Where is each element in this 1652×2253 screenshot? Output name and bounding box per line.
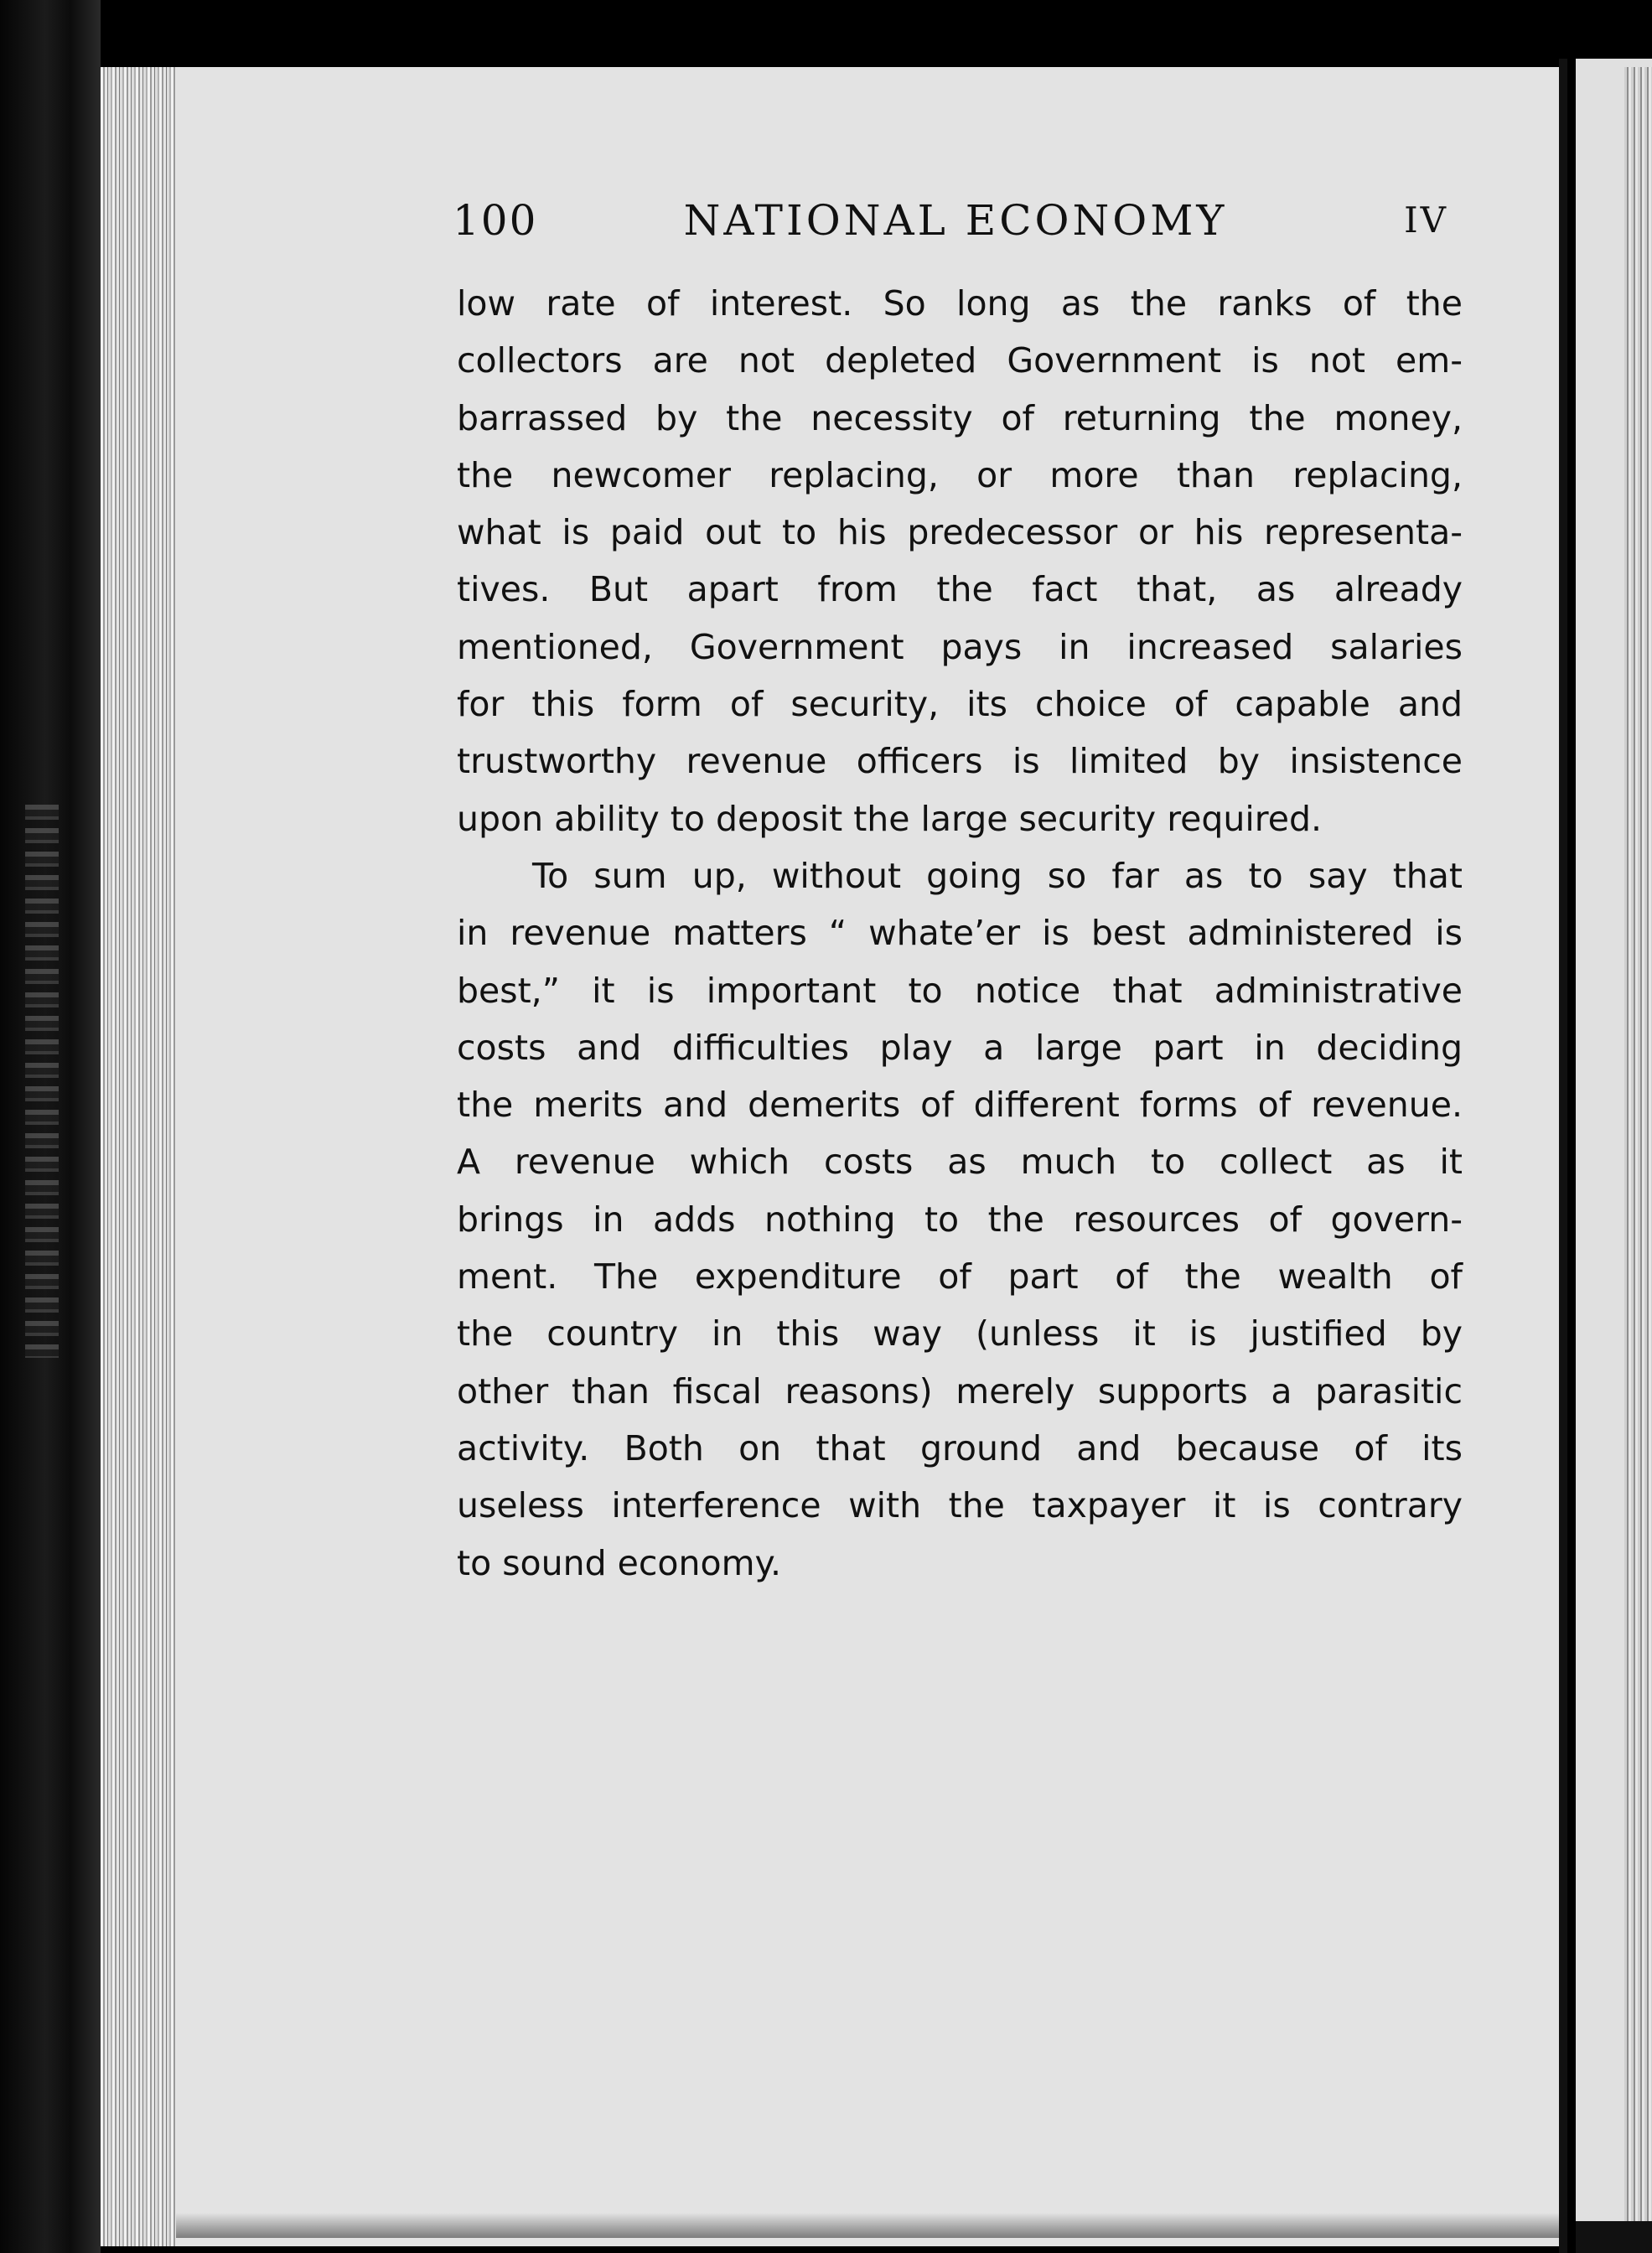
adjacent-page-edges: [1624, 67, 1652, 2246]
running-header: [453, 191, 1458, 250]
text-line: the newcomer replacing, or more than replacing,: [457, 454, 1463, 495]
text-line: activity. Both on that ground and because of its: [457, 1427, 1463, 1468]
text-line: other than fiscal reasons) merely supports a parasitic: [457, 1370, 1463, 1411]
text-line: collectors are not depleted Government is not em-: [457, 340, 1463, 381]
running-title: NATIONAL ECONOMY: [683, 196, 1228, 245]
chapter-number: IV: [1404, 199, 1448, 241]
text-line: low rate of interest. So long as the ranks of the: [457, 283, 1463, 324]
text-line: what is paid out to his predecessor or his representa-: [457, 512, 1463, 553]
text-line: for this form of security, its choice of capable and: [457, 684, 1463, 725]
text-line: A revenue which costs as much to collect as it: [457, 1142, 1463, 1183]
text-line: barrassed by the necessity of returning the money,: [457, 397, 1463, 438]
text-line: To sum up, without going so far as to say that: [532, 855, 1463, 896]
spine-shadow: [25, 805, 59, 1358]
text-line: ment. The expenditure of part of the wealth of: [457, 1256, 1463, 1297]
page-number: 100: [453, 196, 538, 245]
body-text: [457, 275, 1463, 1592]
text-line: the merits and demerits of different forms of revenue.: [457, 1085, 1463, 1126]
paragraph: [457, 275, 1463, 847]
scan-bottom-corner: [1576, 2221, 1652, 2253]
right-page-fold: [1559, 59, 1567, 2253]
text-line: useless interference with the taxpayer it is contrary: [457, 1485, 1463, 1526]
text-line: tives. But apart from the fact that, as already: [457, 569, 1463, 610]
text-line: costs and difficulties play a large part in deciding: [457, 1027, 1463, 1068]
text-line: the country in this way (unless it is justified by: [457, 1313, 1463, 1354]
text-line: best,” it is important to notice that administrative: [457, 970, 1463, 1011]
text-line: trustworthy revenue officers is limited by insistence: [457, 741, 1463, 782]
page-bottom-shadow: [176, 2213, 1559, 2238]
text-line: in revenue matters “ whate’er is best administered is: [457, 913, 1463, 954]
text-line: brings in adds nothing to the resources of govern-: [457, 1199, 1463, 1240]
text-line: to sound economy.: [457, 1542, 781, 1583]
page-edges: [101, 67, 184, 2246]
scan-top-border: [0, 0, 1652, 67]
text-line: upon ability to deposit the large security required.: [457, 798, 1323, 839]
text-line: mentioned, Government pays in increased salaries: [457, 626, 1463, 667]
paragraph: [457, 847, 1463, 1592]
